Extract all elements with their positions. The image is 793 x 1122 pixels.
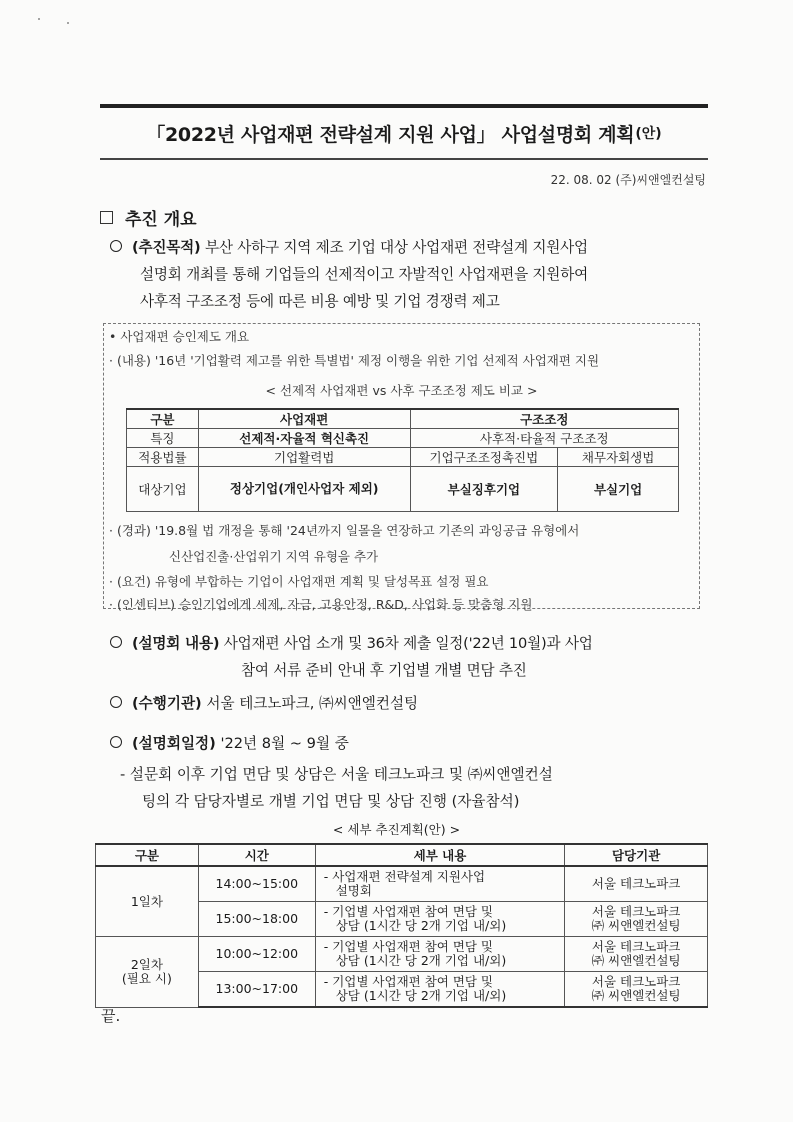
- box-history-line2: 신산업진출·산업위기 지역 유형을 추가: [169, 549, 379, 564]
- org-cell: [565, 937, 708, 972]
- circle-bullet-icon: [110, 240, 122, 252]
- table-cell: 선제적·자율적 혁신촉진: [198, 429, 410, 448]
- box-incentive: · (인센티브) 승인기업에게 세제, 자금, 고용안정, R&D, 사업화 등 맞춤형 지원: [109, 597, 533, 612]
- organizer-label: (수행기관): [132, 695, 202, 712]
- table-cell: 적용법률: [127, 448, 199, 467]
- section-heading: [100, 205, 197, 230]
- schedule-text: '22년 8월 ~ 9월 중: [215, 735, 349, 752]
- purpose-paragraph: [110, 234, 710, 315]
- end-mark: 끝.: [101, 1007, 121, 1025]
- detail-line: - 사업재편 전략설계 지원사업: [323, 869, 486, 884]
- plan-table: [95, 843, 708, 1008]
- day-line: (필요 시): [121, 970, 172, 986]
- circle-bullet-icon: [110, 736, 122, 748]
- square-bullet-icon: [100, 211, 113, 224]
- purpose-line3: 사후적 구조조정 등에 따른 비용 예방 및 기업 경쟁력 제고: [140, 293, 500, 310]
- purpose-line2: 설명회 개최를 통해 기업들의 선제적이고 자발적인 사업재편을 지원하여: [140, 266, 589, 283]
- table-cell: 대상기업: [127, 467, 199, 512]
- day-line: 2일차: [130, 956, 163, 972]
- organizer-text: 서울 테크노파크, ㈜씨앤엘컨설팅: [201, 695, 419, 712]
- org-line: 서울 테크노파크: [591, 904, 681, 919]
- schedule-note-line2: 팅의 각 담당자별로 개별 기업 면담 및 상담 진행 (자율참석): [142, 793, 520, 810]
- schedule-note-line1: - 설문회 이후 기업 면담 및 상담은 서울 테크노파크 및 ㈜씨앤엘컨설: [120, 766, 553, 783]
- detail-line: 설명회: [335, 883, 372, 898]
- org-line: 서울 테크노파크: [591, 974, 681, 989]
- box-history-line1: · (경과) '19.8월 법 개정을 통해 '24년까지 일몰을 연장하고 기존의 과잉공급 유형에서: [109, 523, 580, 538]
- table-cell: 부실기업: [558, 467, 679, 512]
- title-main: 「2022년 사업재편 전략설계 지원 사업」 사업설명회 계획: [146, 123, 635, 146]
- detail-line: - 기업별 사업재편 참여 면담 및: [323, 939, 494, 954]
- day-cell: [96, 937, 199, 1008]
- table-row: [96, 937, 708, 972]
- table-header: 담당기관: [565, 844, 708, 866]
- table-cell: 사후적·타율적 구조조정: [410, 429, 678, 448]
- scan-speck: [67, 22, 69, 24]
- content-label: (설명회 내용): [132, 635, 220, 652]
- box-title: • 사업재편 승인제도 개요: [109, 329, 250, 344]
- schedule-label: (설명회일정): [132, 735, 216, 752]
- table-header: 구분: [127, 409, 199, 429]
- org-line: ㈜ 씨앤엘컨설팅: [591, 918, 681, 933]
- org-cell: [565, 972, 708, 1008]
- circle-bullet-icon: [110, 636, 122, 648]
- content-line2: 참여 서류 준비 안내 후 기업별 개별 면담 추진: [241, 662, 527, 679]
- table-cell: 특징: [127, 429, 199, 448]
- org-cell: 서울 테크노파크: [565, 866, 708, 902]
- comparison-table: [126, 408, 679, 512]
- box-requirement: · (요건) 유형에 부합하는 기업이 사업재편 계획 및 달성목표 설정 필요: [109, 574, 489, 589]
- time-cell: 14:00~15:00: [198, 866, 315, 902]
- detail-line: 상담 (1시간 당 2개 기업 내/외): [335, 988, 507, 1003]
- detail-cell: [315, 866, 565, 902]
- table-header: 세부 내용: [315, 844, 565, 866]
- table-header: 사업재편: [198, 409, 410, 429]
- table-row: [96, 866, 708, 902]
- table-header: 구조조정: [410, 409, 678, 429]
- detail-line: 상담 (1시간 당 2개 기업 내/외): [335, 918, 507, 933]
- detail-cell: [315, 902, 565, 937]
- briefing-content-paragraph: [110, 630, 710, 684]
- purpose-line1: 부산 사하구 지역 제조 기업 대상 사업재편 전략설계 지원사업: [200, 239, 588, 256]
- time-cell: 10:00~12:00: [198, 937, 315, 972]
- detail-line: 상담 (1시간 당 2개 기업 내/외): [335, 953, 507, 968]
- table-cell: 부실징후기업: [410, 467, 558, 512]
- day-cell: 1일차: [96, 866, 199, 937]
- scan-speck: [38, 18, 40, 20]
- org-line: ㈜ 씨앤엘컨설팅: [591, 953, 681, 968]
- org-cell: [565, 902, 708, 937]
- schedule-paragraph: [110, 732, 349, 753]
- date-author-line: 22. 08. 02 (주)씨앤엘컨설팅: [550, 173, 706, 187]
- purpose-label: (추진목적): [132, 239, 201, 256]
- detail-cell: [315, 972, 565, 1008]
- circle-bullet-icon: [110, 696, 122, 708]
- time-cell: 13:00~17:00: [198, 972, 315, 1008]
- detail-line: - 기업별 사업재편 참여 면담 및: [323, 904, 494, 919]
- document-title: [100, 104, 708, 160]
- org-line: ㈜ 씨앤엘컨설팅: [591, 988, 681, 1003]
- plan-table-caption: < 세부 추진계획(안) >: [332, 822, 461, 837]
- detail-line: - 기업별 사업재편 참여 면담 및: [323, 974, 494, 989]
- box-content: · (내용) '16년 '기업활력 제고를 위한 특별법' 제정 이행을 위한 기업 선제적 사업재편 지원: [109, 353, 600, 368]
- title-suffix: (안): [635, 126, 662, 142]
- table-cell: 채무자회생법: [558, 448, 679, 467]
- detail-cell: [315, 937, 565, 972]
- comparison-table-caption: < 선제적 사업재편 vs 사후 구조조정 제도 비교 >: [265, 383, 538, 398]
- approval-system-box: [103, 323, 700, 612]
- table-cell: 기업구조조정촉진법: [410, 448, 558, 467]
- time-cell: 15:00~18:00: [198, 902, 315, 937]
- content-line1: 사업재편 사업 소개 및 36차 제출 일정('22년 10월)과 사업: [219, 635, 593, 652]
- section-heading-text: 추진 개요: [125, 210, 197, 230]
- schedule-note: [120, 761, 710, 815]
- table-cell: 기업활력법: [198, 448, 410, 467]
- organizer-paragraph: [110, 692, 418, 713]
- table-header: 시간: [198, 844, 315, 866]
- table-cell: 정상기업(개인사업자 제외): [198, 467, 410, 512]
- table-header: 구분: [96, 844, 199, 866]
- org-line: 서울 테크노파크: [591, 939, 681, 954]
